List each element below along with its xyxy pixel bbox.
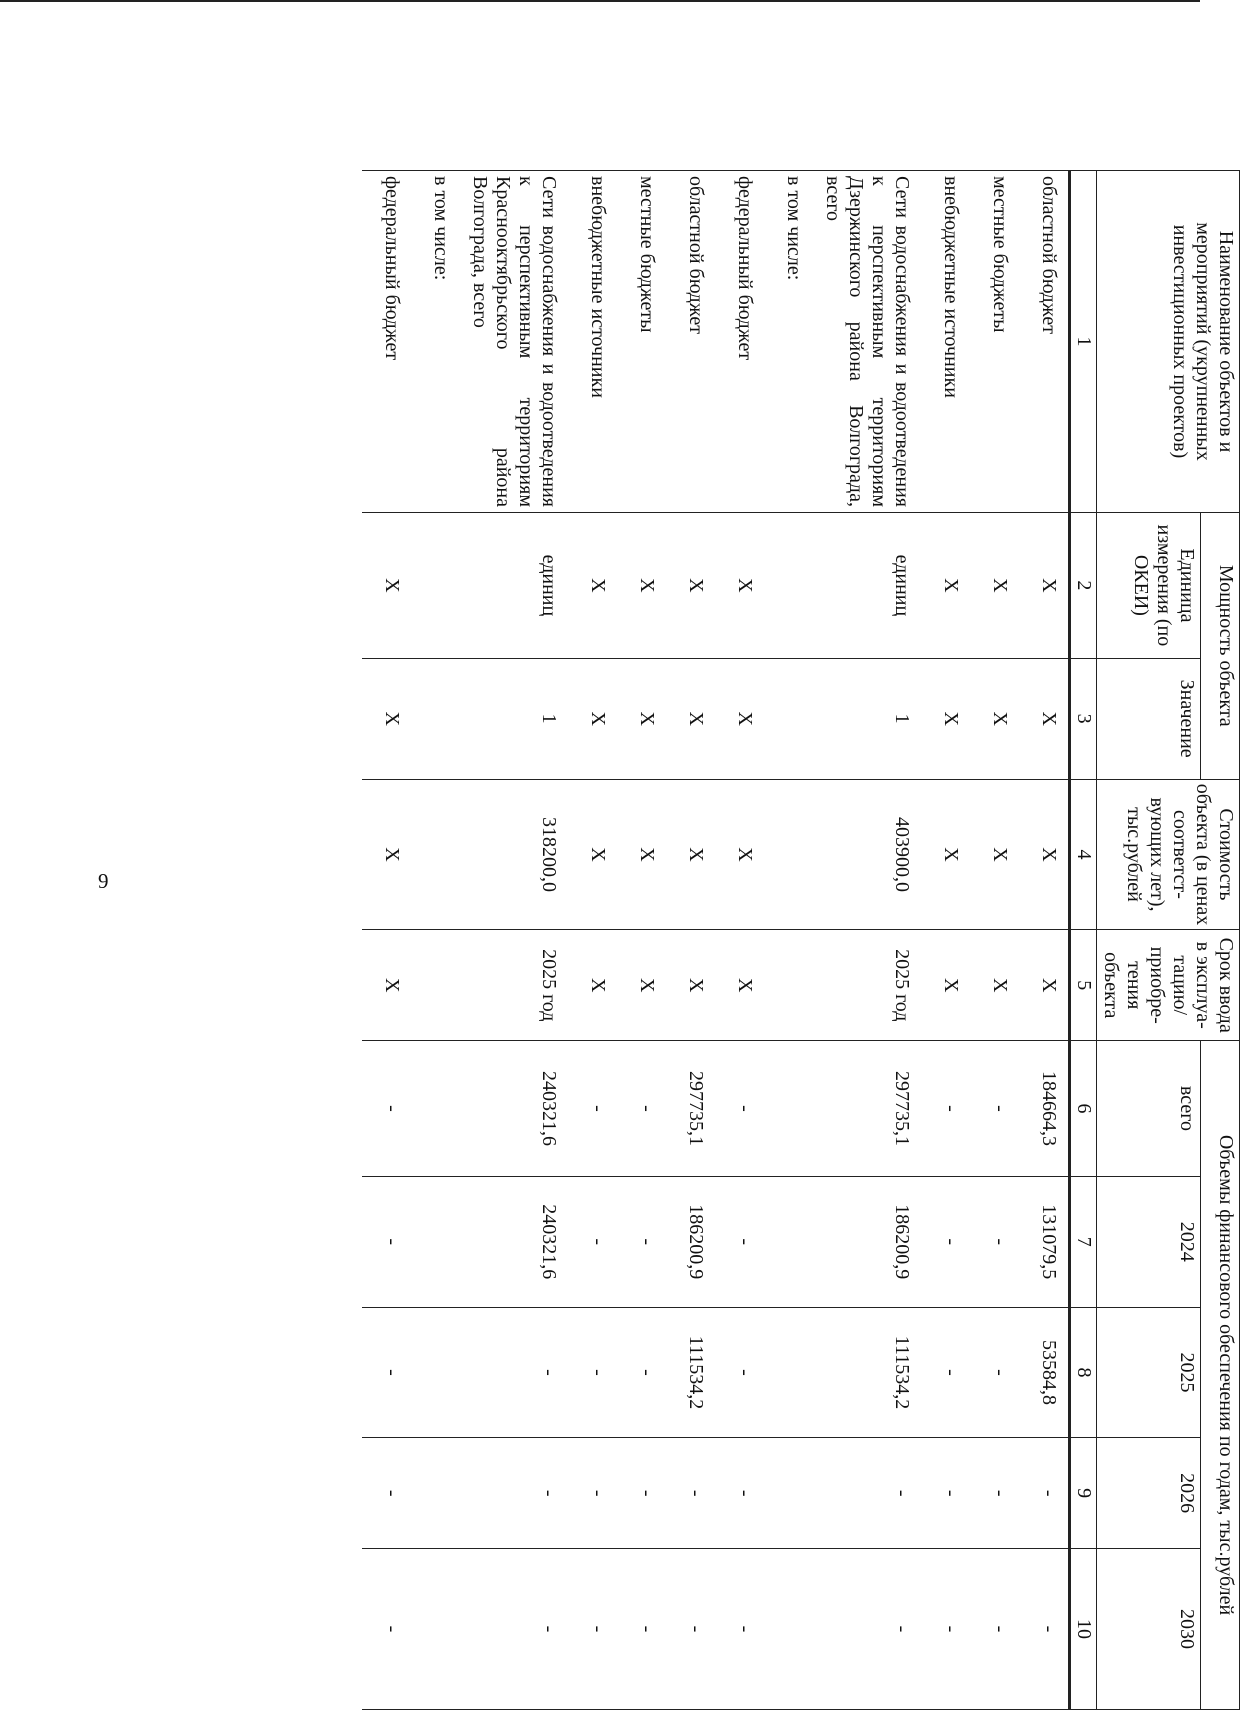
header-capacity: Мощность объекта — [1200, 512, 1239, 779]
table-row — [362, 171, 411, 1710]
commission-cell: 2025 год — [460, 930, 568, 1041]
total-cell: - — [362, 1041, 411, 1177]
header-year-2025: 2025 — [1097, 1307, 1201, 1438]
table-row — [813, 171, 921, 1710]
unit-cell: X — [921, 512, 970, 658]
row-name-cell: внебюджетные источники — [568, 171, 617, 513]
commission-cell — [411, 930, 460, 1041]
unit-cell: X — [1019, 512, 1070, 658]
year-2025-cell: 53584,8 — [1019, 1307, 1070, 1438]
year-2030-cell: - — [666, 1548, 715, 1709]
total-cell: - — [970, 1041, 1019, 1177]
value-cell: 1 — [460, 658, 568, 779]
year-2030-cell: - — [362, 1548, 411, 1709]
year-2024-cell: 186200,9 — [666, 1176, 715, 1307]
row-name-cell: местные бюджеты — [970, 171, 1019, 513]
row-name-cell: в том числе: — [764, 171, 813, 513]
table-row — [460, 171, 568, 1710]
year-2025-cell: - — [460, 1307, 568, 1438]
year-2030-cell: - — [921, 1548, 970, 1709]
table-row — [715, 171, 764, 1710]
row-name-cell: внебюджетные источники — [921, 171, 970, 513]
year-2024-cell — [764, 1176, 813, 1307]
year-2024-cell: - — [970, 1176, 1019, 1307]
row-name-cell: федеральный бюджет — [715, 171, 764, 513]
year-2024-cell: - — [362, 1176, 411, 1307]
year-2026-cell — [411, 1438, 460, 1549]
year-2026-cell: - — [921, 1438, 970, 1549]
commission-cell: 2025 год — [813, 930, 921, 1041]
table-body — [362, 171, 1097, 1710]
total-cell: 184664,3 — [1019, 1041, 1070, 1177]
header-commission: Срок ввода в эксплуа-тацию/ приобре-тения объекта — [1097, 930, 1240, 1041]
cost-cell: 318200,0 — [460, 779, 568, 930]
unit-cell: X — [715, 512, 764, 658]
cost-cell: X — [568, 779, 617, 930]
year-2030-cell: - — [970, 1548, 1019, 1709]
year-2026-cell: - — [715, 1438, 764, 1549]
year-2025-cell: 111534,2 — [813, 1307, 921, 1438]
table-row — [970, 171, 1019, 1710]
row-name-cell: федеральный бюджет — [362, 171, 411, 513]
commission-cell: X — [1019, 930, 1070, 1041]
value-cell: X — [921, 658, 970, 779]
year-2030-cell: - — [617, 1548, 666, 1709]
row-name-cell: в том числе: — [411, 171, 460, 513]
value-cell: X — [1019, 658, 1070, 779]
year-2030-cell — [764, 1548, 813, 1709]
header-total: всего — [1097, 1041, 1201, 1177]
header-unit: Единица измерения (по ОКЕИ) — [1097, 512, 1201, 658]
table-row — [921, 171, 970, 1710]
year-2024-cell: 186200,9 — [813, 1176, 921, 1307]
year-2026-cell: - — [460, 1438, 568, 1549]
unit-cell: единиц — [813, 512, 921, 658]
year-2024-cell: 131079,5 — [1019, 1176, 1070, 1307]
value-cell: X — [568, 658, 617, 779]
cost-cell: 403900,0 — [813, 779, 921, 930]
value-cell: X — [715, 658, 764, 779]
commission-cell: X — [921, 930, 970, 1041]
value-cell: X — [362, 658, 411, 779]
row-name-cell: Сети водоснабжения и водоотведения к перспективным территориям Краснооктябрьского района Волгограда, всего — [460, 171, 568, 513]
column-index: 4 — [1070, 779, 1097, 930]
total-cell: - — [715, 1041, 764, 1177]
year-2025-cell: - — [617, 1307, 666, 1438]
header-funding: Объемы финансового обеспечения по годам, тыс.рублей — [1200, 1041, 1239, 1710]
commission-cell: X — [715, 930, 764, 1041]
commission-cell: X — [617, 930, 666, 1041]
cost-cell: X — [1019, 779, 1070, 930]
table-row — [617, 171, 666, 1710]
year-2025-cell — [411, 1307, 460, 1438]
unit-cell: X — [970, 512, 1019, 658]
total-cell — [411, 1041, 460, 1177]
header-year-2026: 2026 — [1097, 1438, 1201, 1549]
value-cell: X — [617, 658, 666, 779]
value-cell: X — [666, 658, 715, 779]
total-cell: 297735,1 — [666, 1041, 715, 1177]
year-2026-cell: - — [362, 1438, 411, 1549]
header-value: Значение — [1097, 658, 1201, 779]
commission-cell: X — [666, 930, 715, 1041]
funding-table — [362, 170, 1240, 1710]
column-index: 2 — [1070, 512, 1097, 658]
year-2024-cell: - — [921, 1176, 970, 1307]
unit-cell: X — [617, 512, 666, 658]
year-2025-cell: - — [921, 1307, 970, 1438]
column-index: 9 — [1070, 1438, 1097, 1549]
commission-cell — [764, 930, 813, 1041]
cost-cell: X — [921, 779, 970, 930]
column-index: 8 — [1070, 1307, 1097, 1438]
year-2024-cell: - — [617, 1176, 666, 1307]
cost-cell — [764, 779, 813, 930]
total-cell: 240321,6 — [460, 1041, 568, 1177]
year-2030-cell — [411, 1548, 460, 1709]
cost-cell: X — [715, 779, 764, 930]
unit-cell — [411, 512, 460, 658]
table-row — [568, 171, 617, 1710]
year-2030-cell: - — [813, 1548, 921, 1709]
unit-cell: X — [666, 512, 715, 658]
year-2026-cell: - — [1019, 1438, 1070, 1549]
commission-cell: X — [970, 930, 1019, 1041]
row-name-cell: местные бюджеты — [617, 171, 666, 513]
year-2025-cell: - — [362, 1307, 411, 1438]
value-cell — [411, 658, 460, 779]
cost-cell: X — [970, 779, 1019, 930]
header-cost: Стоимость объекта (в ценах соответст-вующих лет), тыс.рублей — [1097, 779, 1240, 930]
year-2026-cell: - — [666, 1438, 715, 1549]
column-index: 5 — [1070, 930, 1097, 1041]
cost-cell — [411, 779, 460, 930]
year-2025-cell — [764, 1307, 813, 1438]
row-name-cell: Сети водоснабжения и водоотведения к перспективным территориям Дзержинского района Волгограда, всего — [813, 171, 921, 513]
unit-cell — [764, 512, 813, 658]
year-2030-cell: - — [460, 1548, 568, 1709]
table-row — [411, 171, 460, 1710]
value-cell — [764, 658, 813, 779]
column-index: 3 — [1070, 658, 1097, 779]
year-2030-cell: - — [1019, 1548, 1070, 1709]
header-year-2024: 2024 — [1097, 1176, 1201, 1307]
year-2024-cell: 240321,6 — [460, 1176, 568, 1307]
year-2026-cell: - — [568, 1438, 617, 1549]
total-cell: 297735,1 — [813, 1041, 921, 1177]
value-cell: 1 — [813, 658, 921, 779]
table-header — [1097, 171, 1240, 1710]
column-index: 7 — [1070, 1176, 1097, 1307]
header-year-2030: 2030 — [1097, 1548, 1201, 1709]
top-border-line — [0, 0, 1200, 2]
year-2024-cell: - — [568, 1176, 617, 1307]
year-2030-cell: - — [568, 1548, 617, 1709]
cost-cell: X — [666, 779, 715, 930]
total-cell: - — [617, 1041, 666, 1177]
cost-cell: X — [362, 779, 411, 930]
table-row — [666, 171, 715, 1710]
commission-cell: X — [362, 930, 411, 1041]
unit-cell: X — [568, 512, 617, 658]
rotated-table-wrapper — [120, 170, 1240, 1710]
value-cell: X — [970, 658, 1019, 779]
column-index: 6 — [1070, 1041, 1097, 1177]
year-2026-cell: - — [617, 1438, 666, 1549]
year-2025-cell: - — [970, 1307, 1019, 1438]
year-2026-cell — [764, 1438, 813, 1549]
column-index-row — [1070, 171, 1097, 1710]
year-2024-cell — [411, 1176, 460, 1307]
year-2026-cell: - — [813, 1438, 921, 1549]
year-2030-cell: - — [715, 1548, 764, 1709]
cost-cell: X — [617, 779, 666, 930]
header-name: Наименование объектов и мероприятий (укрупненных инвестиционных проектов) — [1097, 171, 1240, 513]
row-name-cell: областной бюджет — [1019, 171, 1070, 513]
column-index: 10 — [1070, 1548, 1097, 1709]
total-cell — [764, 1041, 813, 1177]
column-index: 1 — [1070, 171, 1097, 513]
commission-cell: X — [568, 930, 617, 1041]
year-2025-cell: - — [715, 1307, 764, 1438]
year-2026-cell: - — [970, 1438, 1019, 1549]
table-row — [764, 171, 813, 1710]
unit-cell: X — [362, 512, 411, 658]
total-cell: - — [921, 1041, 970, 1177]
page-number: 9 — [98, 869, 109, 893]
year-2024-cell: - — [715, 1176, 764, 1307]
total-cell: - — [568, 1041, 617, 1177]
year-2025-cell: - — [568, 1307, 617, 1438]
row-name-cell: областной бюджет — [666, 171, 715, 513]
unit-cell: единиц — [460, 512, 568, 658]
year-2025-cell: 111534,2 — [666, 1307, 715, 1438]
table-row — [1019, 171, 1070, 1710]
